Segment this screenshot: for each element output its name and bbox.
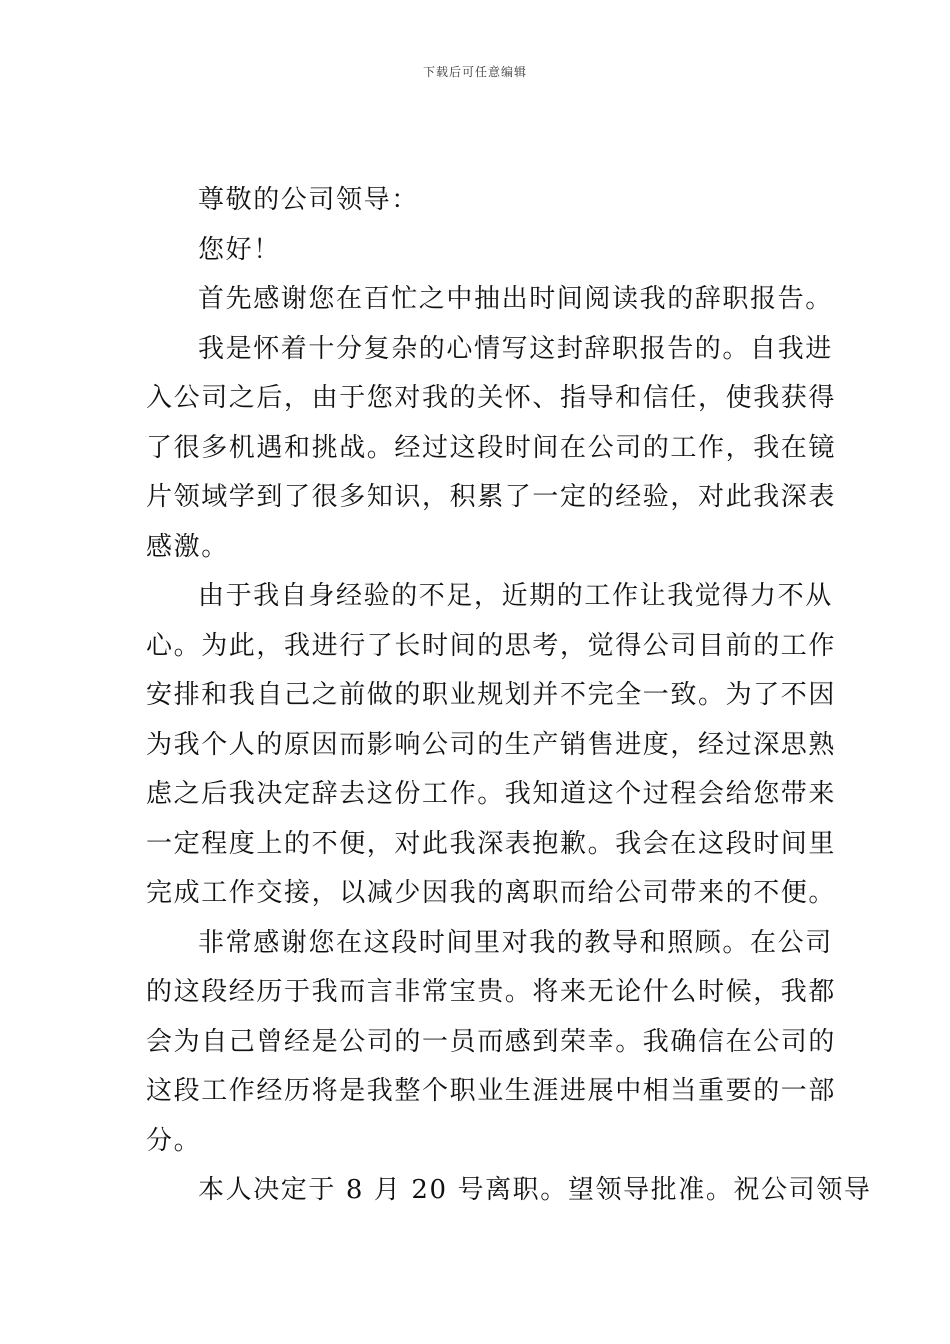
- salutation: 尊敬的公司领导：: [198, 185, 419, 215]
- paragraph-line: 由于我自身经验的不足，近期的工作让我觉得力不从: [198, 581, 833, 611]
- intro-line: 首先感谢您在百忙之中抽出时间阅读我的辞职报告。: [198, 284, 833, 314]
- paragraph-line: 的这段经历于我而言非常宝贵。将来无论什么时候，我都: [146, 977, 837, 1007]
- paragraph-line: 会为自己曾经是公司的一员而感到荣幸。我确信在公司的: [146, 1026, 837, 1057]
- paragraph-1: [146, 325, 837, 573]
- paragraph-line: 这段工作经历将是我整个职业生涯进展中相当重要的一部: [146, 1076, 837, 1106]
- paragraph-line: 完成工作交接，以减少因我的离职而给公司带来的不便。: [146, 878, 837, 908]
- paragraph-line: 非常感谢您在这段时间里对我的教导和照顾。在公司: [198, 927, 833, 958]
- paragraph-line: 为我个人的原因而影响公司的生产销售进度，经过深思熟: [146, 729, 837, 760]
- paragraph-line: 感激。: [146, 531, 229, 562]
- paragraph-line: 安排和我自己之前做的职业规划并不完全一致。为了不因: [146, 680, 837, 710]
- paragraph-line: 入公司之后，由于您对我的关怀、指导和信任，使我获得: [146, 383, 837, 413]
- paragraph-line: 分。: [146, 1125, 202, 1156]
- letter-body: [146, 176, 872, 1216]
- paragraph-2: [146, 572, 837, 919]
- greeting: 您好！: [198, 234, 281, 265]
- header-note: 下载后可任意编辑: [422, 65, 527, 79]
- paragraph-line: 我是怀着十分复杂的心情写这封辞职报告的。自我进: [198, 333, 833, 364]
- paragraph-3: [146, 919, 837, 1167]
- paragraph-4: [146, 1166, 872, 1216]
- paragraph-line: 本人决定于 8 月 20 号离职。望领导批准。祝公司领导: [198, 1175, 872, 1205]
- paragraph-line: 了很多机遇和挑战。经过这段时间在公司的工作，我在镜: [146, 432, 837, 463]
- paragraph-line: 片领域学到了很多知识，积累了一定的经验，对此我深表: [146, 482, 837, 512]
- paragraph-line: 心。为此，我进行了长时间的思考，觉得公司目前的工作: [146, 630, 837, 661]
- paragraph-line: 虑之后我决定辞去这份工作。我知道这个过程会给您带来: [146, 779, 837, 809]
- paragraph-line: 一定程度上的不便，对此我深表抱歉。我会在这段时间里: [146, 828, 837, 859]
